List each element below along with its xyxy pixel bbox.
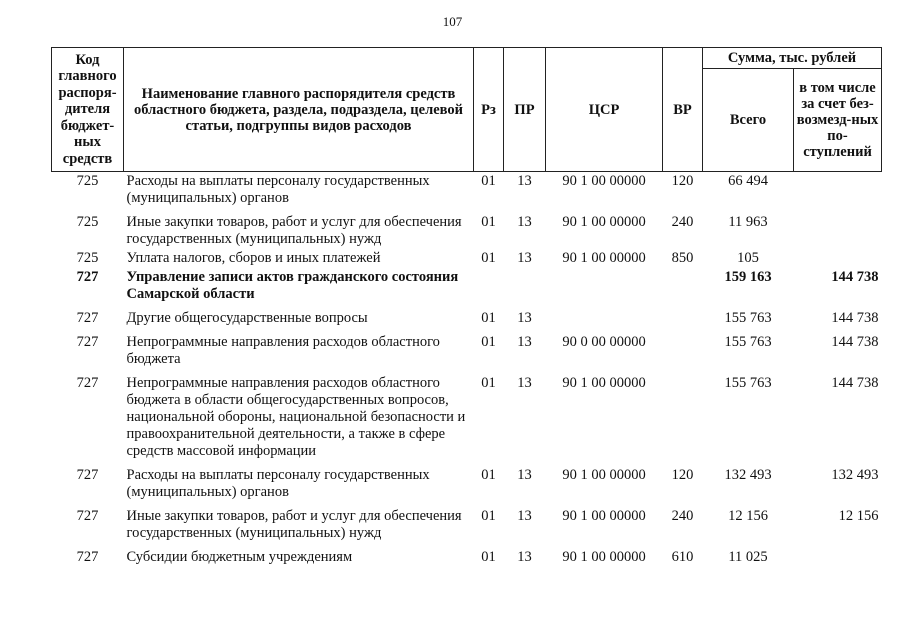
- header-pr: ПР: [504, 48, 546, 172]
- cell-code: 727: [76, 269, 99, 285]
- cell-total: 11 963: [728, 214, 768, 230]
- cell-total: 12 156: [728, 508, 768, 524]
- cell-code: 727: [76, 549, 99, 565]
- table-row: [52, 502, 882, 543]
- cell-code: 727: [76, 375, 99, 391]
- header-csr: ЦСР: [546, 48, 663, 172]
- cell-free: [794, 208, 882, 249]
- cell-name: Иные закупки товаров, работ и услуг для обеспечения государственных (муниципальных) нужд: [126, 214, 462, 247]
- cell-name: Расходы на выплаты персоналу государственных (муниципальных) органов: [126, 467, 430, 500]
- cell-vr: [663, 304, 703, 328]
- cell-csr: 90 1 00 00000: [562, 214, 646, 230]
- cell-name: Субсидии бюджетным учреждениям: [126, 549, 353, 565]
- cell-csr: 90 0 00 00000: [562, 334, 646, 350]
- table-row: [52, 208, 882, 249]
- cell-vr: [663, 268, 703, 304]
- cell-free: [794, 172, 882, 209]
- table-row: [52, 249, 882, 268]
- cell-csr: 90 1 00 00000: [562, 467, 646, 483]
- cell-rz: 01: [481, 375, 496, 391]
- table-row: [52, 268, 882, 304]
- cell-rz: 01: [481, 334, 496, 350]
- cell-csr: [546, 268, 663, 304]
- cell-total: 155 763: [724, 310, 772, 326]
- cell-free: 144 738: [831, 310, 879, 326]
- cell-name: Другие общегосударственные вопросы: [126, 310, 368, 326]
- cell-rz: 01: [481, 508, 496, 524]
- cell-free: 132 493: [831, 467, 879, 483]
- header-vr: ВР: [663, 48, 703, 172]
- table-row: [52, 543, 882, 567]
- cell-csr: 90 1 00 00000: [562, 250, 646, 266]
- cell-total: 155 763: [724, 334, 772, 350]
- cell-vr: 240: [671, 508, 694, 524]
- cell-name: Управление записи актов гражданского состояния Самарской области: [126, 269, 459, 302]
- cell-name: Иные закупки товаров, работ и услуг для обеспечения государственных (муниципальных) нужд: [126, 508, 462, 541]
- cell-code: 725: [76, 173, 99, 189]
- cell-total: 66 494: [728, 173, 768, 189]
- cell-csr: 90 1 00 00000: [562, 173, 646, 189]
- cell-pr: 13: [517, 467, 532, 483]
- cell-rz: 01: [481, 214, 496, 230]
- cell-name: Непрограммные направления расходов областного бюджета в области общегосударственных вопросов, национальной обороны, национальной безопасности и правоохранительной деятельности, а также в сфере средств массовой информации: [126, 375, 466, 459]
- table-body: [52, 172, 882, 568]
- cell-vr: [663, 369, 703, 461]
- table-row: [52, 172, 882, 209]
- cell-csr: 90 1 00 00000: [562, 375, 646, 391]
- cell-pr: 13: [517, 508, 532, 524]
- cell-total: 132 493: [724, 467, 772, 483]
- cell-rz: 01: [481, 549, 496, 565]
- cell-rz: [474, 268, 504, 304]
- header-sum: Сумма, тыс. рублей: [703, 48, 882, 69]
- cell-csr: 90 1 00 00000: [562, 549, 646, 565]
- cell-csr: 90 1 00 00000: [562, 508, 646, 524]
- cell-rz: 01: [481, 467, 496, 483]
- cell-name: Уплата налогов, сборов и иных платежей: [126, 250, 381, 266]
- header-rz: Рз: [474, 48, 504, 172]
- cell-vr: [663, 328, 703, 369]
- cell-vr: 120: [671, 467, 694, 483]
- header-code: Код главного распоря-дителя бюджет-ных средств: [52, 48, 124, 172]
- cell-pr: 13: [517, 334, 532, 350]
- header-name: Наименование главного распорядителя средств областного бюджета, раздела, подраздела, целевой статьи, подгруппы видов расходов: [124, 48, 474, 172]
- table-row: [52, 328, 882, 369]
- cell-pr: 13: [517, 375, 532, 391]
- cell-pr: 13: [517, 549, 532, 565]
- cell-name: Расходы на выплаты персоналу государственных (муниципальных) органов: [126, 173, 430, 206]
- cell-total: 11 025: [728, 549, 768, 565]
- budget-table: [51, 47, 882, 567]
- table-row: [52, 369, 882, 461]
- cell-total: 155 763: [724, 375, 772, 391]
- cell-code: 727: [76, 467, 99, 483]
- cell-free: 144 738: [831, 269, 879, 285]
- table-row: [52, 304, 882, 328]
- cell-pr: 13: [517, 214, 532, 230]
- table-row: [52, 461, 882, 502]
- cell-rz: 01: [481, 173, 496, 189]
- cell-code: 725: [76, 214, 99, 230]
- header-total: Всего: [703, 69, 794, 172]
- cell-vr: 850: [671, 250, 694, 266]
- cell-pr: [504, 268, 546, 304]
- cell-rz: 01: [481, 310, 496, 326]
- cell-pr: 13: [517, 250, 532, 266]
- cell-code: 727: [76, 334, 99, 350]
- cell-vr: 240: [671, 214, 694, 230]
- cell-total: 105: [737, 250, 759, 266]
- cell-code: 725: [76, 250, 99, 266]
- cell-free: 12 156: [838, 508, 879, 524]
- cell-pr: 13: [517, 173, 532, 189]
- header-free: в том числе за счет без-возмезд-ных по-ступлений: [794, 69, 882, 172]
- cell-free: [794, 543, 882, 567]
- cell-total: 159 163: [724, 269, 772, 285]
- cell-vr: 610: [671, 549, 694, 565]
- cell-free: 144 738: [831, 334, 879, 350]
- cell-free: 144 738: [831, 375, 879, 391]
- cell-pr: 13: [517, 310, 532, 326]
- table-header: [52, 48, 882, 172]
- cell-code: 727: [76, 508, 99, 524]
- cell-name: Непрограммные направления расходов областного бюджета: [126, 334, 440, 367]
- cell-code: 727: [76, 310, 99, 326]
- cell-csr: [546, 304, 663, 328]
- cell-rz: 01: [481, 250, 496, 266]
- cell-vr: 120: [671, 173, 694, 189]
- cell-free: [794, 249, 882, 268]
- page-number: 107: [442, 14, 463, 29]
